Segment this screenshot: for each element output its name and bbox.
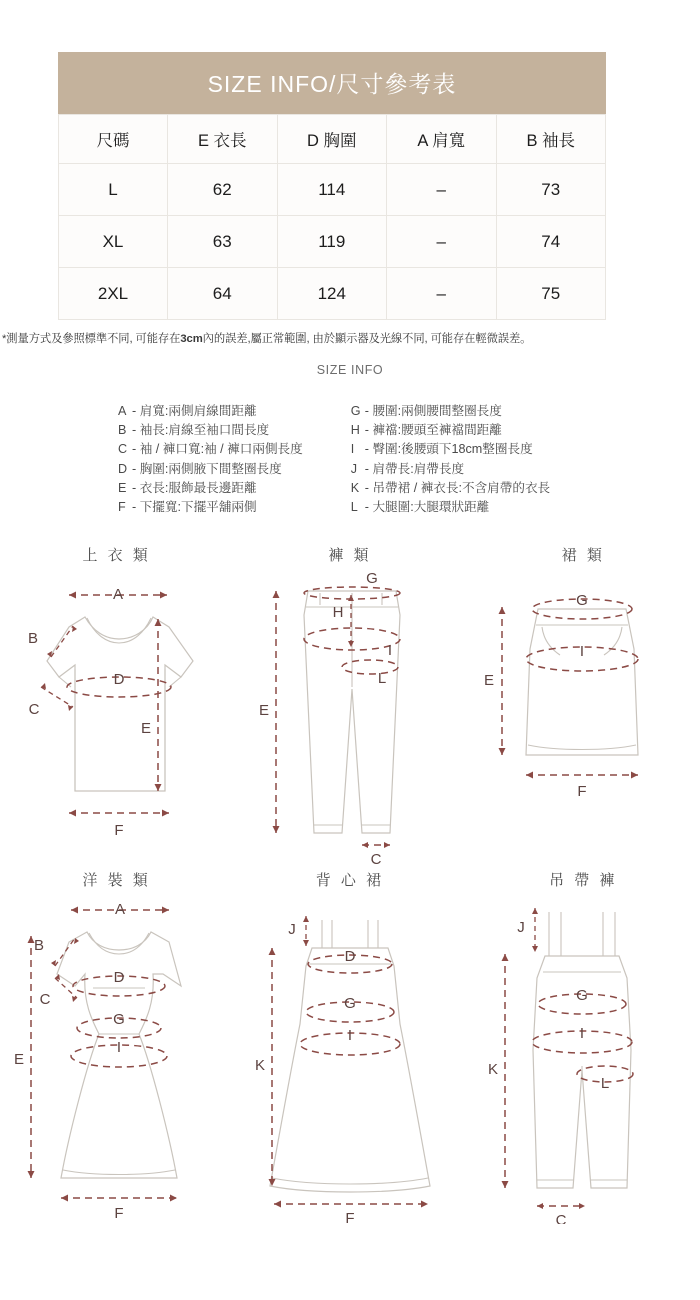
legend-text: 袖長:肩線至袖口間長度 xyxy=(139,423,270,438)
table-row xyxy=(59,268,606,320)
table-header-cell: 尺碼 xyxy=(59,115,168,164)
legend-title: SIZE INFO xyxy=(316,363,384,377)
legend-text: 胸圍:兩側腋下間整圈長度 xyxy=(139,461,282,476)
table-cell: 62 xyxy=(168,164,278,216)
legend-text: 肩帶長:肩帶長度 xyxy=(372,461,465,476)
mark-D: D xyxy=(344,947,356,965)
tshirt-diagram-icon xyxy=(7,569,227,869)
legend-item: J - 肩帶長:肩帶長度 xyxy=(350,461,465,476)
legend-key: L xyxy=(350,500,358,515)
table-cell: 119 xyxy=(277,216,387,268)
diagram-row-1 xyxy=(0,544,700,869)
mark-E: E xyxy=(258,701,269,719)
diagram-pants xyxy=(233,544,466,869)
mark-E: E xyxy=(140,719,151,737)
diagram-row-2 xyxy=(0,869,700,1224)
legend-item: A - 肩寬:兩側肩線間距離 xyxy=(118,404,257,418)
legend-text: 吊帶裙 / 褲衣長:不含肩帶的衣長 xyxy=(372,480,551,495)
mark-A: A xyxy=(114,900,125,918)
legend-key: D xyxy=(118,461,128,476)
table-cell: L xyxy=(59,164,168,216)
mark-A: A xyxy=(112,585,123,603)
table-header-cell: A 肩寬 xyxy=(387,115,497,164)
mark-K: K xyxy=(254,1056,265,1074)
overalls-diagram-icon xyxy=(481,894,686,1224)
table-cell: 75 xyxy=(496,268,606,320)
legend-text: 衣長:服飾最長邊距離 xyxy=(139,480,257,495)
mark-D: D xyxy=(113,968,125,986)
mark-E: E xyxy=(13,1050,24,1068)
table-cell: XL xyxy=(59,216,168,268)
size-table xyxy=(58,114,606,320)
disclaimer-emphasis: 3cm xyxy=(180,333,203,345)
table-row xyxy=(59,216,606,268)
disclaimer-part2: 內的誤差,屬正常範圍, 由於顯示器及光線不同, 可能存在輕微誤差。 xyxy=(202,333,532,345)
legend-key: K xyxy=(350,480,360,495)
mark-F: F xyxy=(114,821,124,839)
diagram-title-overalls: 吊 帶 褲 xyxy=(549,872,618,889)
mark-I: I xyxy=(347,1026,353,1044)
diagram-tops xyxy=(0,544,233,869)
legend-item: H - 褲襠:腰頭至褲襠間距離 xyxy=(350,423,502,438)
table-cell: 114 xyxy=(277,164,387,216)
legend-text: 肩寬:兩側肩線間距離 xyxy=(139,404,257,418)
legend-item: B - 袖長:肩線至袖口間長度 xyxy=(118,423,270,438)
mark-I: I xyxy=(579,642,584,660)
pants-diagram-icon xyxy=(250,569,450,869)
diagram-title-dress: 洋 裝 類 xyxy=(82,872,151,889)
diagram-title-tops: 上 衣 類 xyxy=(82,547,151,564)
legend-key: B xyxy=(118,423,127,438)
mark-G: G xyxy=(112,1010,125,1028)
diagram-title-camisole: 背 心 裙 xyxy=(315,872,385,889)
legend-text: 下擺寬:下擺平舖兩側 xyxy=(139,500,257,515)
garment-diagrams xyxy=(0,544,700,1224)
mark-I: I xyxy=(387,641,393,659)
mark-G: G xyxy=(344,994,356,1012)
table-cell: – xyxy=(387,268,497,320)
legend-item: D - 胸圍:兩側腋下間整圈長度 xyxy=(118,461,282,476)
mark-C: C xyxy=(39,990,51,1008)
diagram-title-skirt: 裙 類 xyxy=(561,547,605,564)
mark-L: L xyxy=(377,669,387,687)
mark-I: I xyxy=(579,1024,584,1042)
size-table-banner: SIZE INFO/尺寸參考表 xyxy=(58,52,606,114)
legend-item: K - 吊帶裙 / 褲衣長:不含肩帶的衣長 xyxy=(350,480,551,495)
legend-item: C - 袖 / 褲口寬:袖 / 褲口兩側長度 xyxy=(118,442,303,457)
mark-I: I xyxy=(116,1038,121,1056)
legend-text: 臀圍:後腰頭下18cm整圈長度 xyxy=(372,442,533,457)
skirt-diagram-icon xyxy=(476,569,691,869)
mark-K: K xyxy=(487,1060,498,1078)
mark-F: F xyxy=(114,1204,124,1222)
legend-key: F xyxy=(118,500,126,515)
legend-item: L - 大腿圍:大腿環狀距離 xyxy=(350,500,490,515)
table-header-cell: D 胸圍 xyxy=(277,115,387,164)
legend-column-left xyxy=(118,404,303,516)
legend-key: H xyxy=(350,423,360,438)
mark-H: H xyxy=(332,603,344,621)
mark-F: F xyxy=(577,782,587,800)
measurement-legend xyxy=(118,404,588,516)
mark-J: J xyxy=(516,918,525,936)
mark-G: G xyxy=(575,986,588,1004)
legend-item: I - 臀圍:後腰頭下18cm整圈長度 xyxy=(350,442,533,457)
table-cell: 63 xyxy=(168,216,278,268)
legend-key: E xyxy=(118,480,127,495)
legend-text: 袖 / 褲口寬:袖 / 褲口兩側長度 xyxy=(139,442,303,457)
legend-item: E - 衣長:服飾最長邊距離 xyxy=(118,480,257,495)
mark-J: J xyxy=(288,920,296,938)
diagram-camisole xyxy=(233,869,466,1224)
measurement-disclaimer xyxy=(2,330,698,346)
legend-item: G - 腰圍:兩側腰間整圈長度 xyxy=(350,404,502,418)
table-cell: – xyxy=(387,164,497,216)
table-row xyxy=(59,164,606,216)
table-header-row xyxy=(59,115,606,164)
table-cell: – xyxy=(387,216,497,268)
legend-key: G xyxy=(350,404,361,418)
dress-diagram-icon xyxy=(7,894,227,1224)
mark-C: C xyxy=(370,850,382,868)
diagram-skirt xyxy=(467,544,700,869)
diagram-dress xyxy=(0,869,233,1224)
camisole-dress-diagram-icon xyxy=(250,894,450,1224)
mark-E: E xyxy=(483,671,494,689)
legend-key: C xyxy=(118,442,128,457)
legend-key: A xyxy=(118,404,127,418)
table-cell: 2XL xyxy=(59,268,168,320)
legend-text: 褲襠:腰頭至褲襠間距離 xyxy=(372,423,502,438)
mark-G: G xyxy=(575,591,588,609)
table-header-cell: B 袖長 xyxy=(496,115,606,164)
table-cell: 73 xyxy=(496,164,606,216)
legend-item: F - 下擺寬:下擺平舖兩側 xyxy=(118,500,257,515)
table-cell: 64 xyxy=(168,268,278,320)
mark-B: B xyxy=(33,936,44,954)
table-cell: 74 xyxy=(496,216,606,268)
legend-text: 大腿圍:大腿環狀距離 xyxy=(372,500,490,515)
table-header-cell: E 衣長 xyxy=(168,115,278,164)
mark-F: F xyxy=(345,1209,355,1224)
mark-D: D xyxy=(113,670,125,688)
mark-L: L xyxy=(600,1074,609,1092)
legend-column-right xyxy=(351,404,550,516)
disclaimer-part1: *測量方式及參照標準不同, 可能存在 xyxy=(2,333,181,345)
mark-B: B xyxy=(27,629,38,647)
table-cell: 124 xyxy=(277,268,387,320)
mark-C: C xyxy=(555,1211,567,1224)
diagram-overalls xyxy=(467,869,700,1224)
legend-key: J xyxy=(350,461,358,476)
mark-G: G xyxy=(366,569,378,587)
diagram-title-pants: 褲 類 xyxy=(328,547,372,564)
mark-C: C xyxy=(28,700,40,718)
legend-key: I xyxy=(350,442,355,457)
size-info-table xyxy=(58,52,606,320)
legend-text: 腰圍:兩側腰間整圈長度 xyxy=(372,404,502,418)
